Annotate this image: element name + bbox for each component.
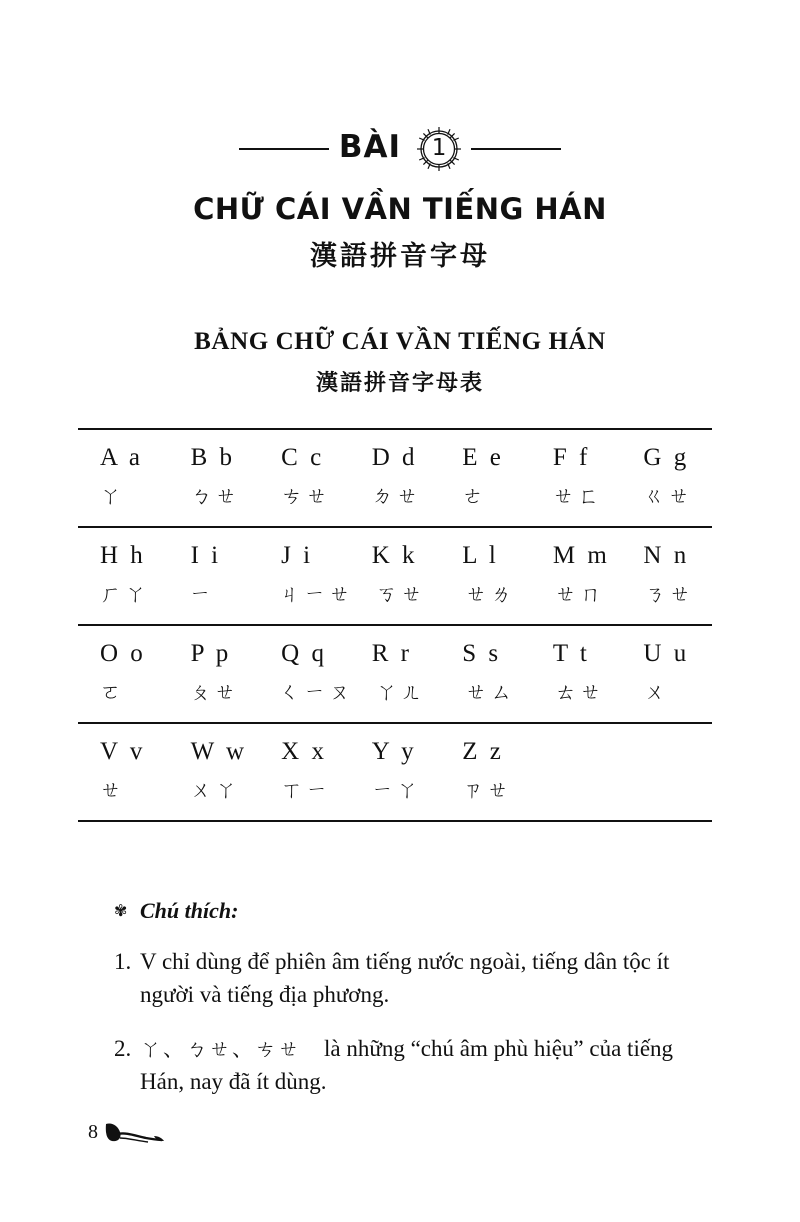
letter-cell-empty (621, 724, 712, 768)
lesson-label: BÀI (338, 129, 402, 165)
note-number: 1. (114, 949, 132, 974)
alphabet-row-3 (78, 625, 712, 723)
letter-cell: J i (281, 542, 314, 569)
bopomofo-cell-empty (621, 768, 712, 820)
bopomofo-cell: ㄗㄝ (462, 778, 513, 802)
page-number: 8 (88, 1121, 98, 1143)
bopomofo-cell: ㄊㄝ (555, 680, 605, 704)
bopomofo-cell: ㄨ (644, 680, 670, 704)
header-rule-right (471, 148, 561, 150)
table-row (78, 527, 712, 625)
lesson-number-badge (411, 121, 467, 177)
bopomofo-cell: ㄍㄝ (643, 484, 694, 508)
table-row (78, 723, 712, 821)
letter-cell: R r (371, 640, 412, 667)
letter-cell: A a (100, 444, 144, 471)
note-number: 2. (114, 1036, 132, 1062)
bopomofo-cell: ㄛ (100, 680, 125, 704)
lesson-header (0, 118, 800, 180)
bopomofo-cell: ㄝㄌ (465, 582, 516, 606)
bopomofo-cell: ㄒㄧ (281, 778, 332, 802)
alphabet-row-1 (78, 429, 712, 527)
alphabet-table (78, 428, 712, 822)
notes-section (78, 898, 718, 1099)
flower-icon: ✾ (114, 901, 128, 920)
letters-grid-4 (78, 724, 712, 768)
bopomofo-cell: ㄘㄝ (281, 484, 332, 508)
lesson-number: 1 (431, 134, 447, 161)
bopomofo-cell: ㄚ (100, 484, 125, 508)
letter-cell: G g (643, 444, 690, 471)
page-title-vietnamese: CHỮ CÁI VẦN TIẾNG HÁN (193, 192, 607, 226)
letter-cell: H h (100, 542, 146, 569)
letter-cell-empty (531, 724, 622, 768)
list-item (78, 946, 718, 1011)
bopomofo-cell: ㄎㄝ (376, 582, 426, 606)
notes-heading-label: Chú thích: (140, 898, 239, 923)
alphabet-row-2 (78, 527, 712, 625)
note-text: là những “chú âm phù hiệu” của tiếng Hán, nay đã ít dùng. (140, 1036, 674, 1094)
bopomofo-grid-1 (78, 474, 712, 526)
letters-grid-2 (78, 528, 712, 572)
bopomofo-cell: ㄝㄇ (555, 582, 605, 606)
bopomofo-grid-3 (78, 670, 712, 722)
header-rule-left (239, 148, 329, 150)
table-row (78, 429, 712, 527)
bopomofo-cell: ㄅㄝ (190, 484, 241, 508)
table-row (78, 625, 712, 723)
alphabet-row-4 (78, 723, 712, 821)
letter-cell: I i (190, 542, 222, 569)
bopomofo-cell: ㄝㄙ (465, 680, 516, 704)
bopomofo-cell: ㄝㄈ (552, 484, 603, 508)
letter-cell: N n (643, 542, 690, 569)
notes-heading (78, 898, 718, 924)
section-subtitle-vietnamese: BẢNG CHỮ CÁI VẦN TIẾNG HÁN (194, 328, 606, 355)
list-item (78, 1033, 718, 1098)
letter-cell: F f (552, 444, 591, 471)
letters-grid-3 (78, 626, 712, 670)
letter-cell: K k (371, 542, 418, 569)
letter-cell: O o (100, 640, 146, 667)
letters-grid-1 (78, 430, 712, 474)
bopomofo-grid-4 (78, 768, 712, 820)
letter-cell: E e (462, 444, 504, 471)
bopomofo-cell: ㄐㄧㄝ (279, 582, 354, 606)
bopomofo-grid-2 (78, 572, 712, 624)
letter-cell: S s (462, 640, 502, 667)
bopomofo-cell: ㄜ (462, 484, 488, 508)
bopomofo-cell: ㄏㄚ (100, 582, 150, 606)
bopomofo-cell: ㄧ (189, 582, 215, 606)
bopomofo-cell: ㄉㄝ (371, 484, 422, 508)
letter-cell: L l (462, 542, 499, 569)
letter-cell: T t (552, 640, 590, 667)
bopomofo-cell: ㄧㄚ (371, 778, 422, 802)
letter-cell: Q q (281, 640, 327, 667)
section-subtitle-chinese: 漢語拼音字母表 (315, 371, 484, 396)
note-bopomofo-prefix: ㄚ、ㄅㄝ、ㄘㄝ (140, 1037, 301, 1062)
letter-cell: X x (281, 738, 327, 765)
letter-cell: P p (190, 640, 232, 667)
note-text-mixed (140, 1033, 718, 1098)
bopomofo-cell: ㄚㄦ (376, 680, 426, 704)
letter-cell: Z z (462, 738, 504, 765)
letter-cell: V v (100, 738, 146, 765)
flourish-ornament-icon (102, 1118, 166, 1148)
letter-cell: W w (190, 738, 248, 765)
bopomofo-cell: ㄨㄚ (190, 778, 241, 802)
letter-cell: B b (190, 444, 235, 471)
letter-cell: M m (552, 542, 610, 569)
letter-cell: U u (643, 640, 690, 667)
note-text: V chỉ dùng để phiên âm tiếng nước ngoài, tiếng dân tộc ít người và tiếng địa phương. (140, 949, 670, 1007)
bopomofo-cell-empty (531, 768, 622, 820)
bopomofo-cell: ㄑㄧㄡ (279, 680, 354, 704)
letter-cell: C c (281, 444, 325, 471)
letter-cell: Y y (371, 738, 417, 765)
page-footer (88, 1118, 166, 1148)
bopomofo-cell: ㄆㄝ (189, 680, 240, 704)
bopomofo-cell: ㄝ (100, 778, 125, 802)
page-title-chinese: 漢語拼音字母 (310, 241, 490, 272)
letter-cell: D d (371, 444, 418, 471)
bopomofo-cell: ㄋㄝ (644, 582, 695, 606)
